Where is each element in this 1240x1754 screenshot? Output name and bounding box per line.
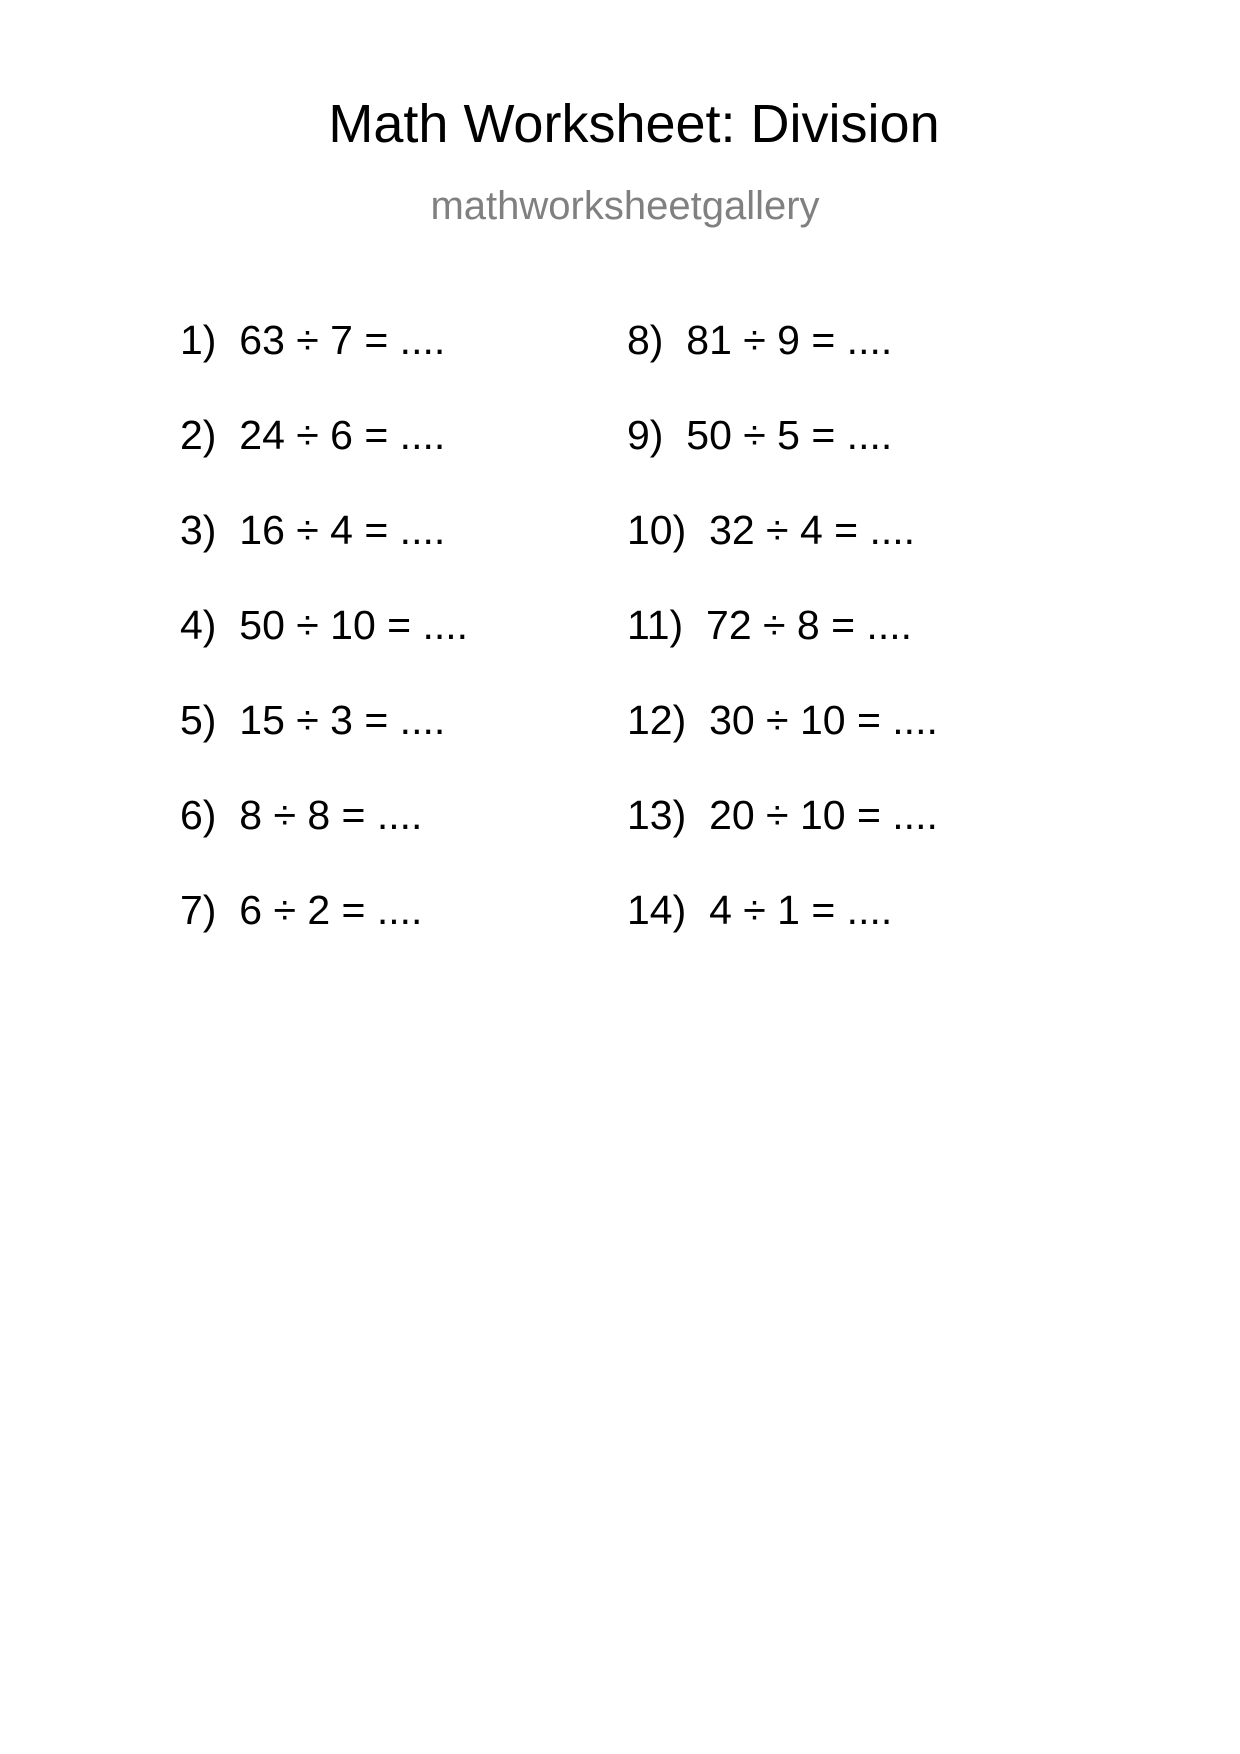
problem-item (627, 793, 938, 888)
problem-item (180, 603, 468, 698)
problem-number: 9) (627, 412, 664, 458)
problem-expression: 30 ÷ 10 = .... (709, 697, 938, 743)
problem-item (627, 888, 938, 983)
problem-item (627, 698, 938, 793)
problem-item (180, 888, 468, 983)
problem-number: 1) (180, 317, 217, 363)
problem-number: 7) (180, 887, 217, 933)
problem-number: 10) (627, 507, 687, 553)
problem-number: 13) (627, 792, 687, 838)
problem-expression: 4 ÷ 1 = .... (709, 887, 893, 933)
problem-number: 12) (627, 697, 687, 743)
problem-number: 6) (180, 792, 217, 838)
problem-expression: 24 ÷ 6 = .... (239, 412, 446, 458)
problem-number: 8) (627, 317, 664, 363)
problem-expression: 50 ÷ 5 = .... (686, 412, 893, 458)
problem-number: 3) (180, 507, 217, 553)
problems-right-column (627, 318, 938, 983)
problem-expression: 15 ÷ 3 = .... (239, 697, 446, 743)
problem-item (180, 318, 468, 413)
problem-item (180, 793, 468, 888)
problem-number: 2) (180, 412, 217, 458)
problem-item (627, 603, 938, 698)
problem-item (627, 318, 938, 413)
problem-expression: 63 ÷ 7 = .... (239, 317, 446, 363)
problem-expression: 72 ÷ 8 = .... (706, 602, 912, 648)
problem-item (627, 413, 938, 508)
problems-left-column (180, 318, 468, 983)
problem-number: 4) (180, 602, 217, 648)
worksheet-title: Math Worksheet: Division (328, 94, 940, 154)
problem-item (180, 508, 468, 603)
problem-item (627, 508, 938, 603)
problem-expression: 32 ÷ 4 = .... (709, 507, 916, 553)
problem-number: 14) (627, 887, 687, 933)
problem-number: 5) (180, 697, 217, 743)
problem-expression: 6 ÷ 2 = .... (239, 887, 423, 933)
problem-item (180, 698, 468, 793)
problem-expression: 20 ÷ 10 = .... (709, 792, 938, 838)
problem-item (180, 413, 468, 508)
problem-number: 11) (627, 602, 684, 648)
problem-expression: 50 ÷ 10 = .... (239, 602, 469, 648)
worksheet-subtitle: mathworksheetgallery (430, 184, 820, 228)
problem-expression: 16 ÷ 4 = .... (239, 507, 446, 553)
problem-expression: 8 ÷ 8 = .... (239, 792, 423, 838)
problem-expression: 81 ÷ 9 = .... (686, 317, 893, 363)
